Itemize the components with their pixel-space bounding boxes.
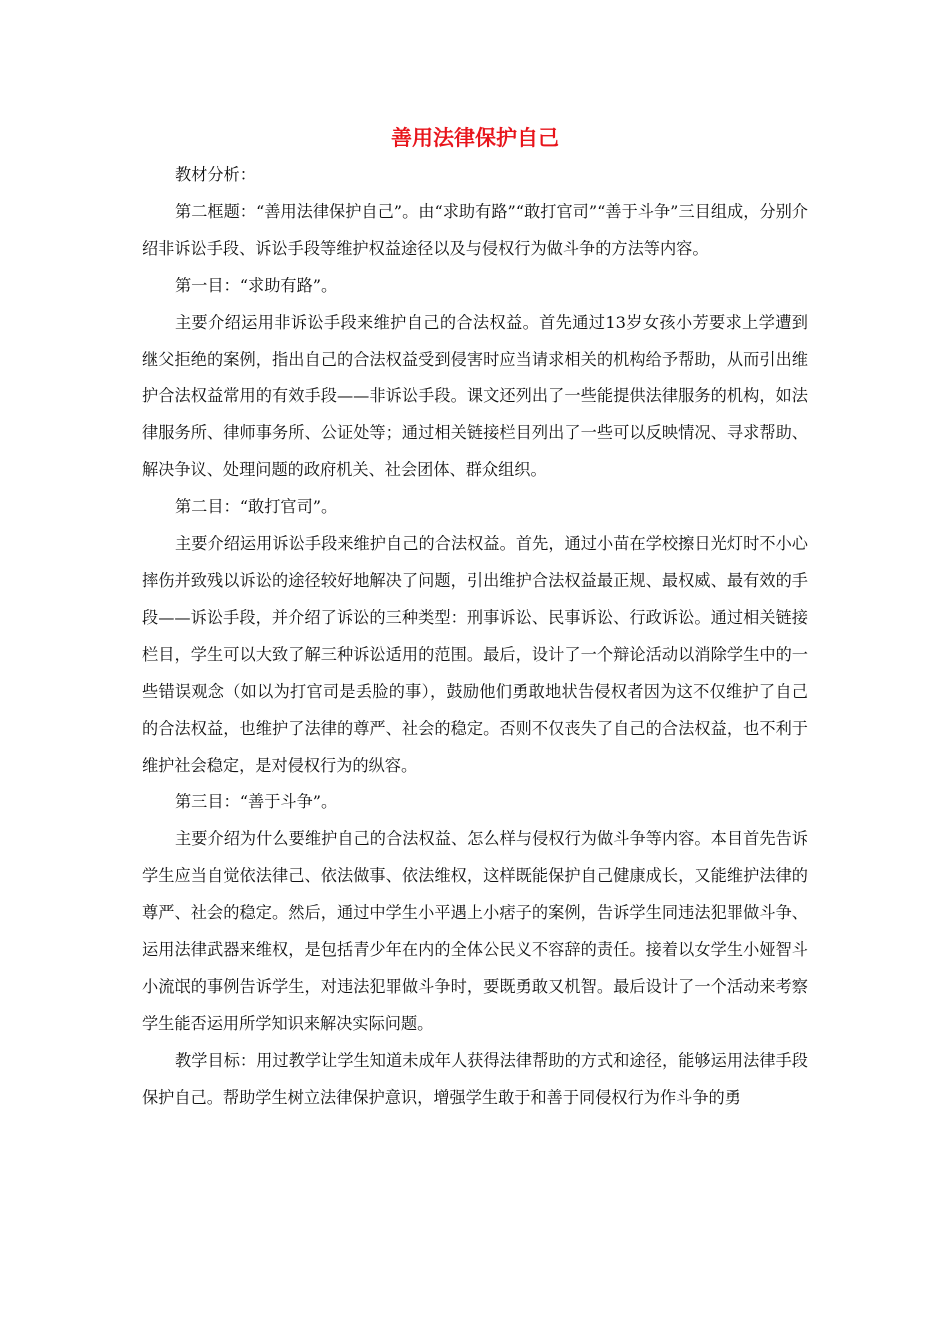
paragraph-second: 主要介绍运用诉讼手段来维护自己的合法权益。首先，通过小苗在学校擦日光灯时不小心摔伤并致残以诉讼的途径较好地解决了问题，引出维护合法权益最正规、最权威、最有效的手段——诉讼手段，并介绍了诉讼的三种类型：刑事诉讼、民事诉讼、行政诉讼。通过相关链接栏目，学生可以大致了解三种诉讼适用的范围。最后，设计了一个辩论活动以消除学生中的一些错误观念（如以为打官司是丢脸的事），鼓励他们勇敢地状告侵权者因为这不仅维护了自己的合法权益，也维护了法律的尊严、社会的稳定。否则不仅丧失了自己的合法权益，也不利于维护社会稳定，是对侵权行为的纵容。	[142, 534, 808, 775]
section-heading-second: 第二目：“敢打官司”。	[175, 497, 338, 517]
section-heading-analysis: 教材分析：	[175, 165, 256, 184]
section-heading-third: 第三目：“善于斗争”。	[175, 792, 338, 812]
document-title: 善用法律保护自己	[391, 126, 559, 150]
section-heading-first: 第一目：“求助有路”。	[175, 275, 338, 295]
paragraph-overview: 第二框题：“善用法律保护自己”。由“求助有路”“敢打官司”“善于斗争”三目组成，分别介绍非诉讼手段、诉讼手段等维护权益途径以及与侵权行为做斗争的方法等内容。	[142, 201, 808, 258]
paragraph-third: 主要介绍为什么要维护自己的合法权益、怎么样与侵权行为做斗争等内容。本目首先告诉学生应当自觉依法律己、依法做事、依法维权，这样既能保护自己健康成长，又能维护法律的尊严、社会的稳定。然后，通过中学生小平遇上小痞子的案例，告诉学生同违法犯罪做斗争、运用法律武器来维权，是包括青少年在内的全体公民义不容辞的责任。接着以女学生小娅智斗小流氓的事例告诉学生，对违法犯罪做斗争时，要既勇敢又机智。最后设计了一个活动来考察学生能否运用所学知识来解决实际问题。	[142, 829, 808, 1033]
paragraph-teaching-goals: 教学目标：用过教学让学生知道未成年人获得法律帮助的方式和途径，能够运用法律手段保护自己。帮助学生树立法律保护意识，增强学生敢于和善于同侵权行为作斗争的勇	[142, 1050, 808, 1107]
document-body	[142, 157, 808, 1117]
paragraph-first: 主要介绍运用非诉讼手段来维护自己的合法权益。首先通过13岁女孩小芳要求上学遭到继父拒绝的案例，指出自己的合法权益受到侵害时应当请求相关的机构给予帮助，从而引出维护合法权益常用的有效手段——非诉讼手段。课文还列出了一些能提供法律服务的机构，如法律服务所、律师事务所、公证处等；通过相关链接栏目列出了一些可以反映情况、寻求帮助、解决争议、处理问题的政府机关、社会团体、群众组织。	[142, 312, 808, 480]
